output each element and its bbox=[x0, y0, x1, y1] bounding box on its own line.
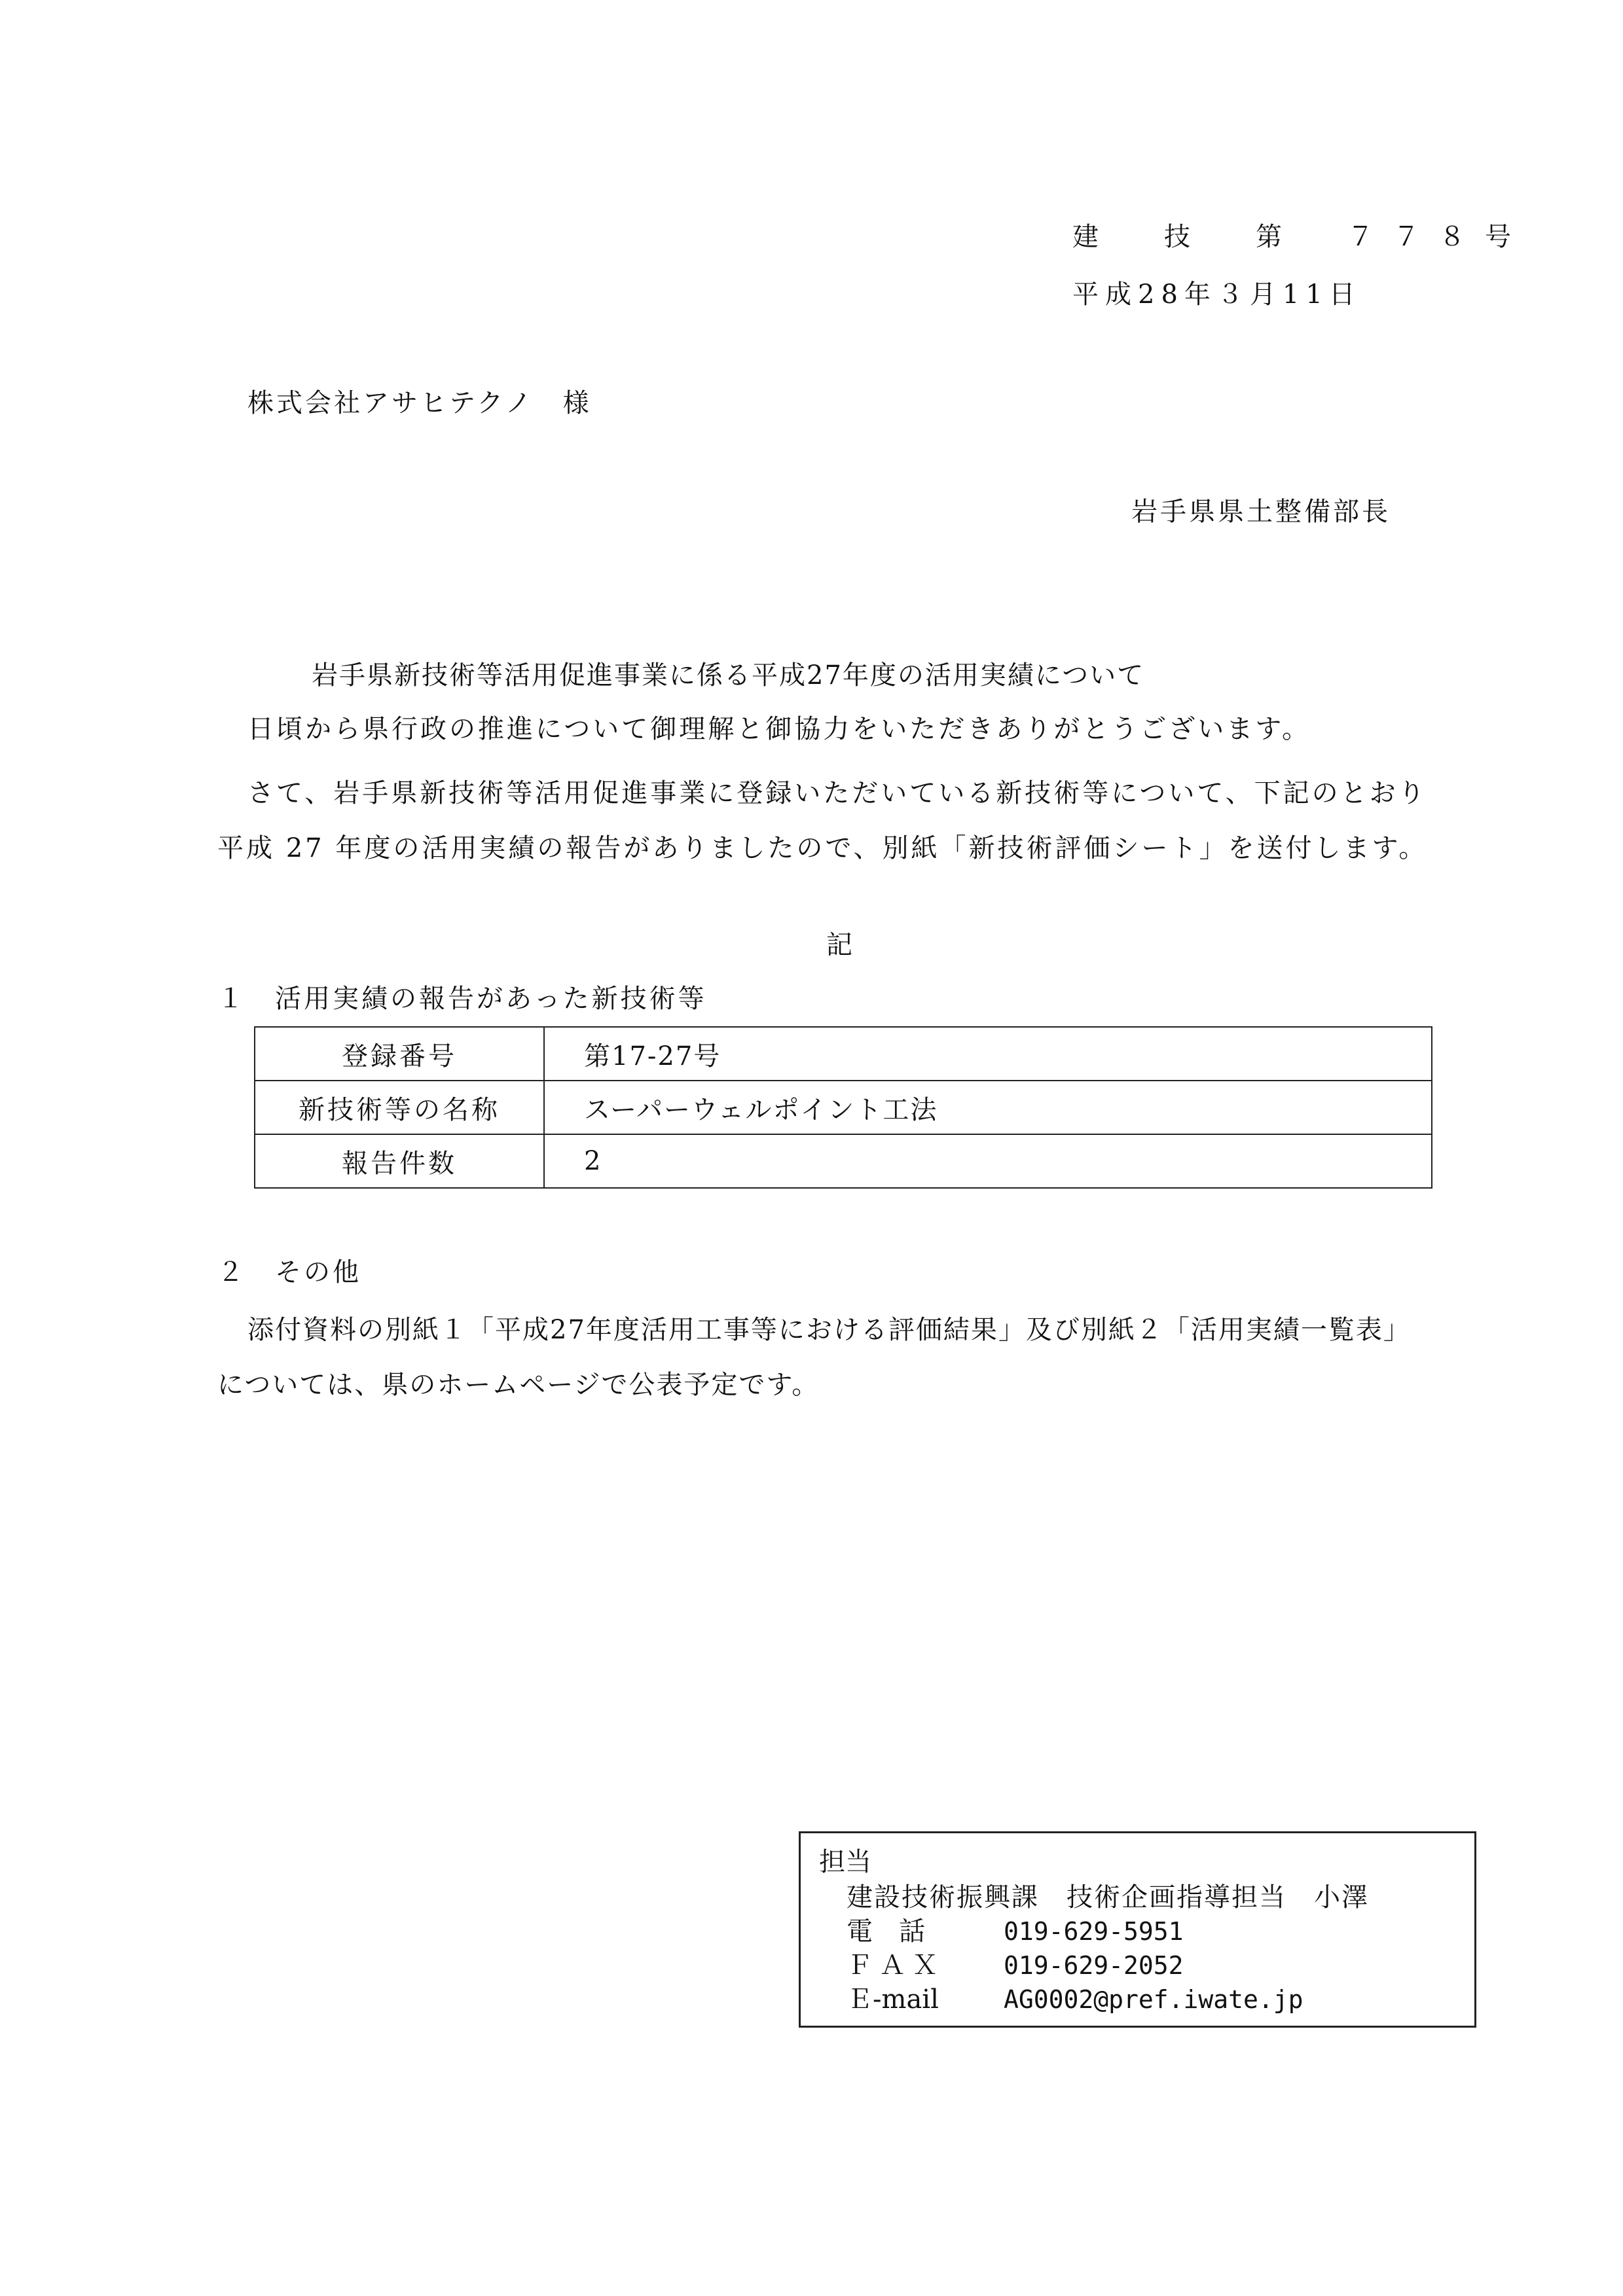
contact-email-value: AG0002@pref.iwate.jp bbox=[1004, 1985, 1304, 2014]
table-value-cell: 第17-27号 bbox=[544, 1027, 1432, 1081]
table-row bbox=[255, 1134, 1432, 1188]
document-date: 平成28年３月11日 bbox=[1072, 279, 1362, 310]
section2-body: 添付資料の別紙１「平成27年度活用工事等における評価結果」及び別紙２「活用実績一覧表」については、県のホームページで公表予定です。 bbox=[217, 1315, 1411, 1400]
document-number: 建 技 第 ７７８号 bbox=[1072, 222, 1531, 252]
sender: 岩手県県土整備部長 bbox=[1131, 497, 1391, 527]
table-row bbox=[255, 1081, 1432, 1134]
table-value-cell: スーパーウェルポイント工法 bbox=[544, 1081, 1432, 1134]
contact-email-label: Ｅ-mail bbox=[847, 1984, 939, 2015]
contact-department: 建設技術振興課 技術企画指導担当 小澤 bbox=[847, 1882, 1369, 1912]
section1-title: １ 活用実績の報告があった新技術等 bbox=[217, 984, 707, 1014]
contact-tel-value: 019-629-5951 bbox=[1004, 1917, 1184, 1946]
contact-box bbox=[799, 1831, 1476, 2028]
technology-info-table bbox=[254, 1026, 1432, 1189]
table-value-cell: 2 bbox=[544, 1134, 1432, 1188]
section2-title: ２ その他 bbox=[217, 1257, 361, 1287]
contact-title: 担当 bbox=[819, 1847, 871, 1877]
body-paragraph: さて、岩手県新技術等活用促進事業に登録いただいている新技術等について、下記のとおり平成 27 年度の活用実績の報告がありましたので、別紙「新技術評価シート」を送付します。 bbox=[217, 778, 1428, 863]
contact-fax-label: ＦＡＸ bbox=[847, 1950, 945, 1981]
contact-tel-label: 電話 bbox=[847, 1916, 951, 1946]
recipient: 株式会社アサヒテクノ 様 bbox=[247, 388, 592, 418]
ki-heading: 記 bbox=[826, 930, 852, 960]
contact-fax-value: 019-629-2052 bbox=[1004, 1951, 1184, 1980]
subject-line: 岩手県新技術等活用促進事業に係る平成27年度の活用実績について bbox=[312, 660, 1145, 691]
table-label-cell: 登録番号 bbox=[255, 1027, 544, 1081]
table-row bbox=[255, 1027, 1432, 1081]
greeting-paragraph: 日頃から県行政の推進について御理解と御協力をいただきありがとうございます。 bbox=[247, 714, 1311, 744]
table-label-cell: 新技術等の名称 bbox=[255, 1081, 544, 1134]
table-label-cell: 報告件数 bbox=[255, 1134, 544, 1188]
